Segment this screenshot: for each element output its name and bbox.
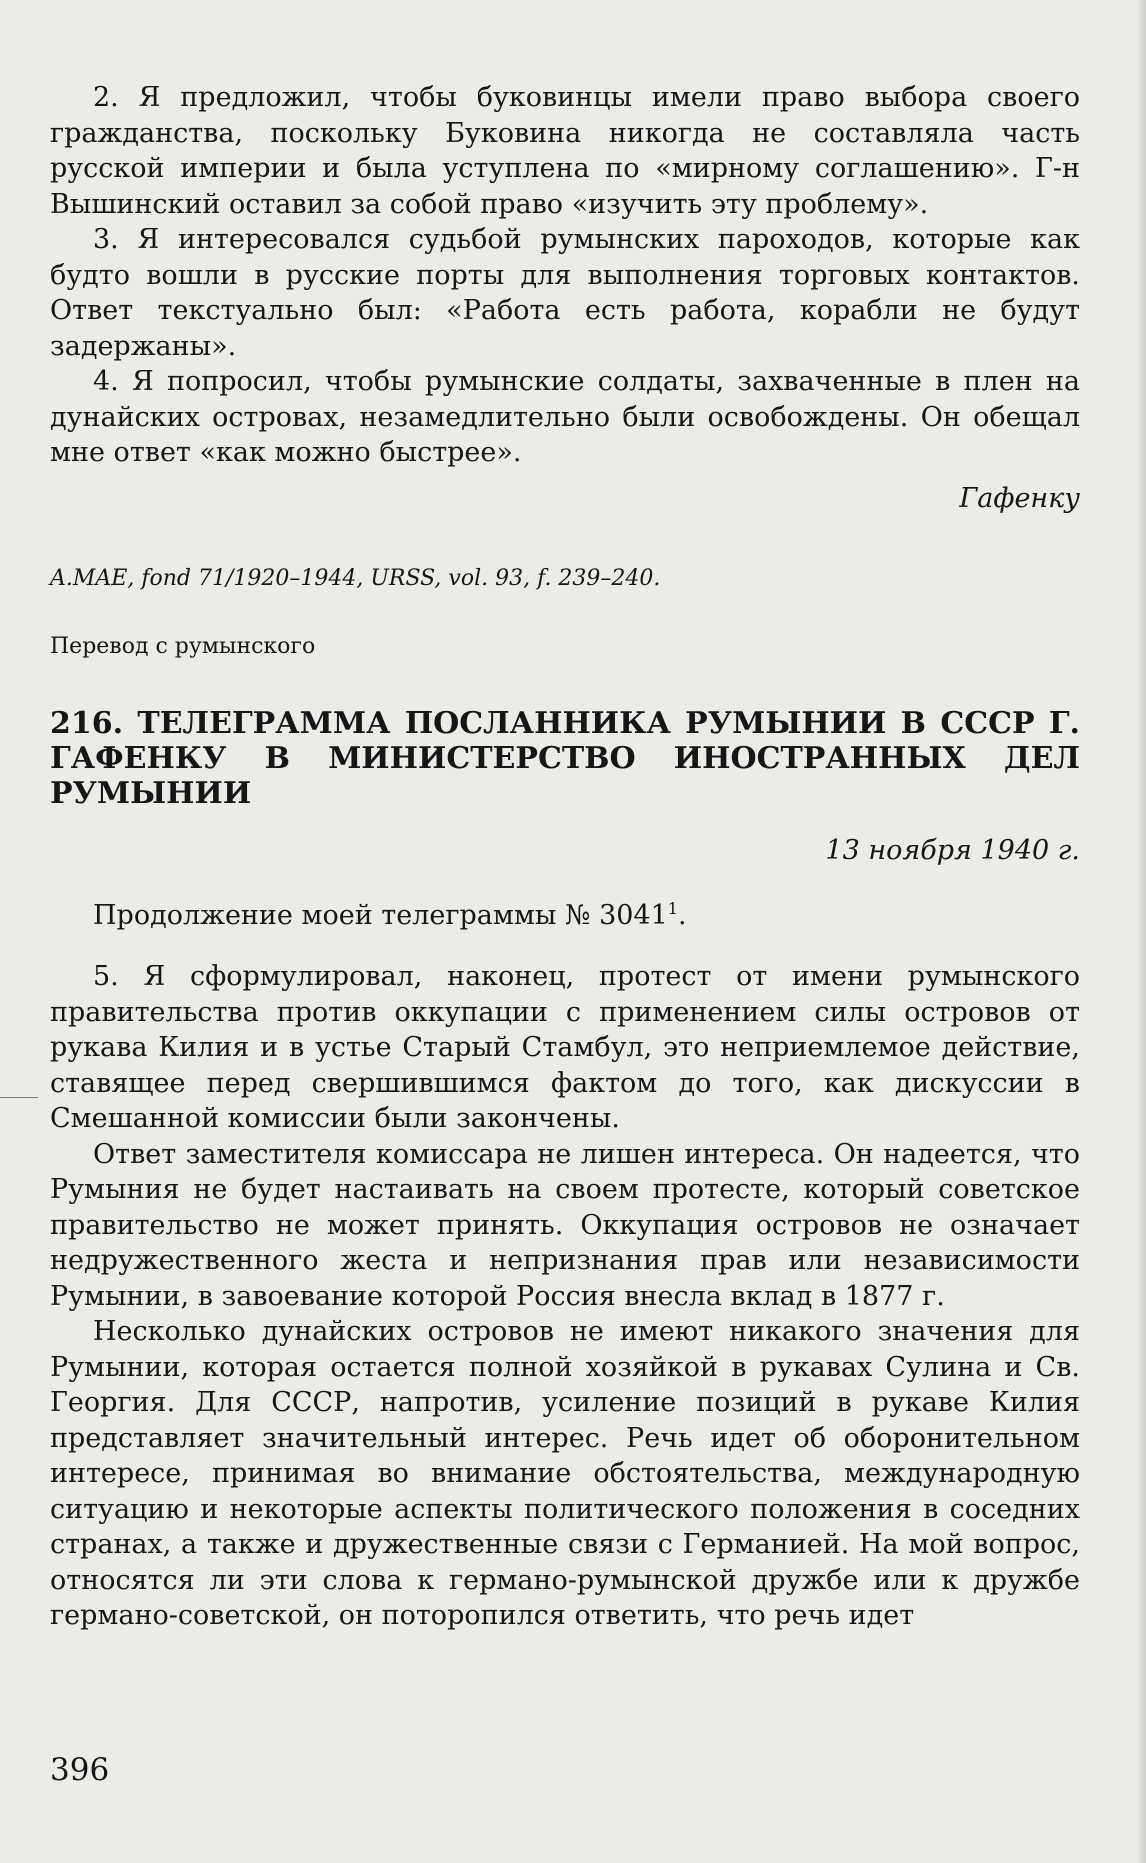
paragraph-3: 3. Я интересовался судьбой румынских пароходов, которые как будто вошли в русские порты для выполнения торговых контактов. Ответ текстуально был: «Работа есть работа, корабли не будут задержаны».: [50, 224, 1080, 362]
archive-source: A.MAE, fond 71/1920–1944, URSS, vol. 93, f. 239–240.: [50, 565, 661, 591]
text-column: [50, 80, 1080, 1634]
signature: Гафенку: [959, 482, 1080, 514]
paragraph-islands: Несколько дунайских островов не имеют никакого значения для Румынии, которая остается полной хозяйкой в рукавах Сулина и Св. Георгия. Для СССР, напротив, усиление позиций в рукаве Килия представляет значительный интерес. Речь идет об оборонительном интересе, принимая во внимание обстоятельства, международную ситуацию и некоторые аспекты политического положения в соседних странах, а также и дружественные связи с Германией. На мой вопрос, относятся ли эти слова к германо-румынской дружбе или к дружбе германо-советской, он поторопился ответить, что речь идет: [50, 1316, 1080, 1631]
page-number: 396: [50, 1752, 110, 1788]
paragraph-4: 4. Я попросил, чтобы румынские солдаты, захваченные в плен на дунайских островах, незамедлительно были освобождены. Он обещал мне ответ «как можно быстрее».: [50, 366, 1080, 468]
paragraph-5: 5. Я сформулировал, наконец, протест от имени румынского правительства против оккупации с применением силы островов от рукава Килия и в устье Старый Стамбул, это неприемлемое действие, ставящее перед свершившимся фактом до того, как дискуссии в Смешанной комиссии были закончены.: [50, 961, 1080, 1134]
document-title: 216. ТЕЛЕГРАММА ПОСЛАННИКА РУМЫНИИ В СССР Г. ГАФЕНКУ В МИНИСТЕРСТВО ИНОСТРАННЫХ ДЕЛ РУМЫНИИ: [50, 705, 1080, 811]
continuation-period: .: [677, 899, 687, 931]
margin-mark: [0, 1097, 38, 1098]
footnote-mark: 1: [667, 898, 678, 918]
translation-note: Перевод с румынского: [50, 633, 316, 659]
document-date: 13 ноября 1940 г.: [825, 834, 1080, 866]
paragraph-reply: Ответ заместителя комиссара не лишен интереса. Он надеется, что Румыния не будет настаивать на своем протесте, который советское правительство не может принять. Оккупация островов не означает недружественного жеста и непризнания прав или независимости Румынии, в завоевание которой Россия внесла вклад в 1877 г.: [50, 1138, 1080, 1312]
continuation-line: [50, 898, 1080, 934]
paragraph-2: 2. Я предложил, чтобы буковинцы имели право выбора своего гражданства, поскольку Буковина никогда не составляла часть русской империи и была уступлена по «мирному соглашению». Г-н Вышинский оставил за собой право «изучить эту проблему».: [50, 82, 1080, 220]
page-edge-shadow: [1136, 0, 1146, 1863]
continuation-text: Продолжение моей телеграммы № 3041: [93, 899, 668, 931]
